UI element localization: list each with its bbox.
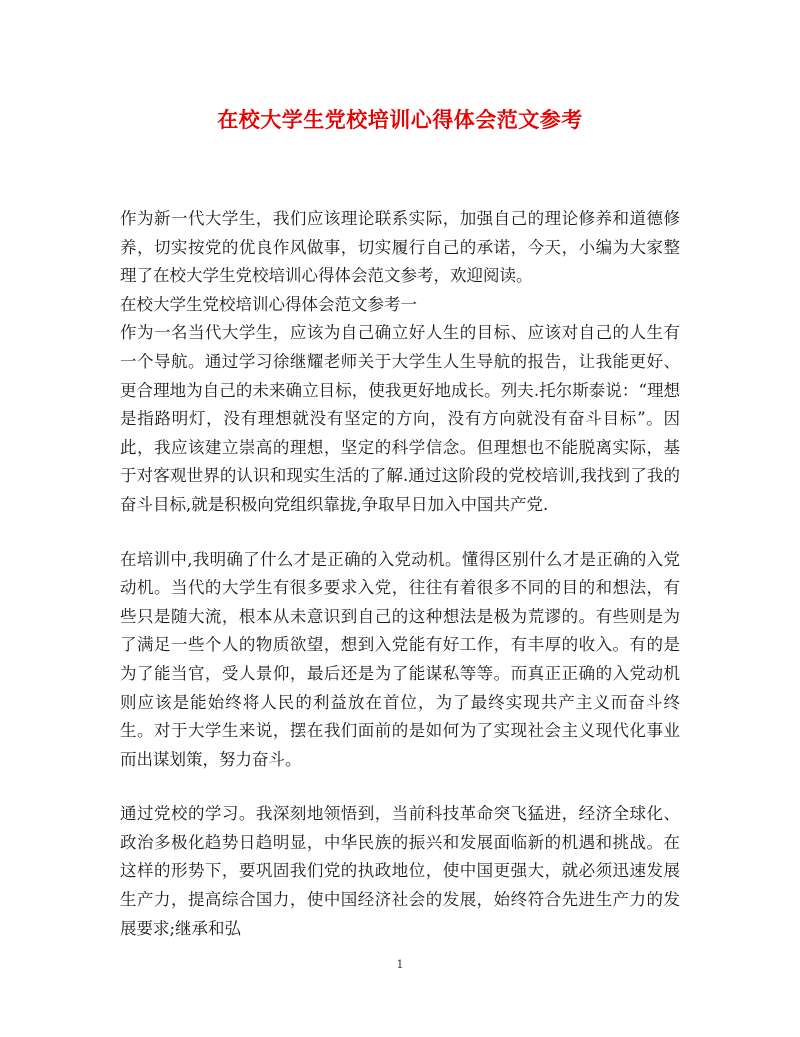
body-paragraph-3: 通过党校的学习。我深刻地领悟到，当前科技革命突飞猛进，经济全球化、政治多极化趋势日趋明显，中华民族的振兴和发展面临新的机遇和挑战。在这样的形势下，要巩固我们党的执政地位，使中国更强大，就必须迅速发展生产力，提高综合国力，使中国经济社会的发展，始终符合先进生产力的发展要求;继承和弘 [120, 804, 680, 938]
document-body [120, 205, 680, 943]
document-title: 在校大学生党校培训心得体会范文参考 [217, 107, 583, 132]
body-paragraph-2: 在培训中,我明确了什么才是正确的入党动机。懂得区别什么才是正确的入党动机。当代的大学生有很多要求入党，往往有着很多不同的目的和想法，有些只是随大流，根本从未意识到自己的这种想法是极为荒谬的。有些则是为了满足一些个人的物质欲望，想到入党能有好工作，有丰厚的收入。有的是为了能当官，受人景仰，最后还是为了能谋私等等。而真正正确的入党动机则应该是能始终将人民的利益放在首位，为了最终实现共产主义而奋斗终生。对于大学生来说，摆在我们面前的是如何为了实现社会主义现代化事业而出谋划策，努力奋斗。 [120, 549, 680, 769]
paragraph-gap [120, 774, 680, 800]
page-number: 1 [396, 958, 404, 971]
section-heading: 在校大学生党校培训心得体会范文参考一 [120, 294, 417, 314]
body-paragraph-1: 作为一名当代大学生，应该为自己确立好人生的目标、应该对自己的人生有一个导航。通过学习徐继耀老师关于大学生人生导航的报告，让我能更好、更合理地为自己的未来确立目标，使我更好地成长。列夫.托尔斯泰说：“理想是指路明灯，没有理想就没有坚定的方向，没有方向就没有奋斗目标”。因此，我应该建立崇高的理想，坚定的科学信念。但理想也不能脱离实际，基于对客观世界的认识和现实生活的了解.通过这阶段的党校培训,我找到了我的奋斗目标,就是积极向党组织靠拢,争取早日加入中国共产党. [120, 323, 680, 514]
paragraph-gap [120, 520, 680, 546]
intro-paragraph: 作为新一代大学生，我们应该理论联系实际，加强自己的理论修养和道德修养，切实按党的优良作风做事，切实履行自己的承诺，今天，小编为大家整理了在校大学生党校培训心得体会范文参考，欢迎阅读。 [120, 209, 680, 286]
